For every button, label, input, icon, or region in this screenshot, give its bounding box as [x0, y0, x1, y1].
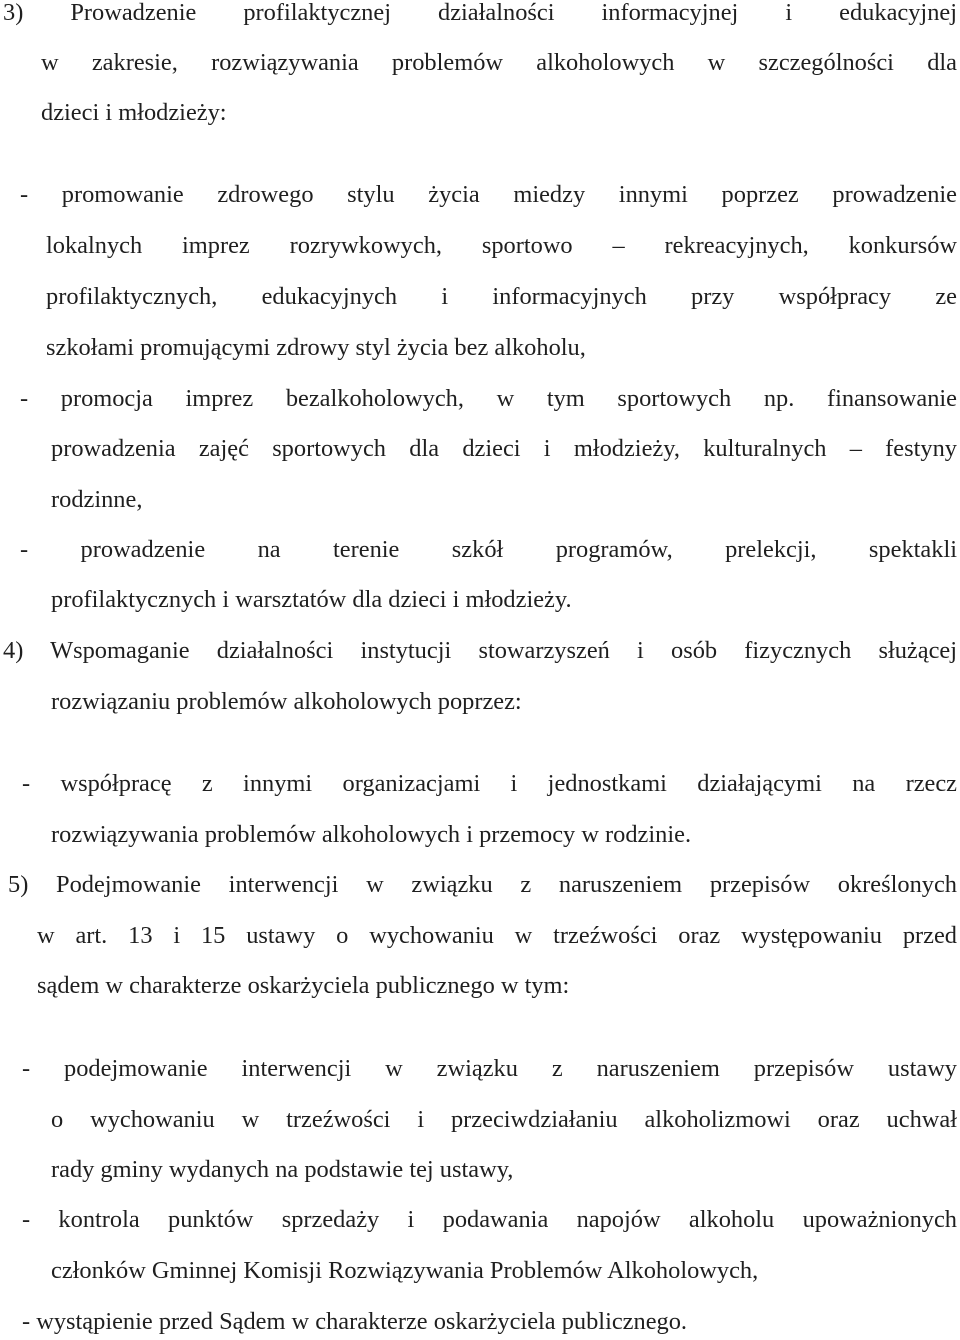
- list-item-line: prowadzenia zajęć sportowych dla dzieci i młodzieży, kulturalnych – festyny: [51, 435, 957, 462]
- section-heading-line: 5) Podejmowanie interwencji w związku z naruszeniem przepisów określonych: [8, 871, 957, 898]
- list-item-line: rozwiązywania problemów alkoholowych i przemocy w rodzinie.: [51, 821, 692, 848]
- list-item-line: rady gminy wydanych na podstawie tej ustawy,: [51, 1156, 514, 1183]
- list-item-line: - podejmowanie interwencji w związku z naruszeniem przepisów ustawy: [22, 1055, 957, 1082]
- section-heading-line: rozwiązaniu problemów alkoholowych poprzez:: [51, 688, 522, 715]
- list-item-line: rodzinne,: [51, 486, 143, 513]
- list-item-line: - promowanie zdrowego stylu życia miedzy innymi poprzez prowadzenie: [20, 181, 957, 208]
- section-heading-line: dzieci i młodzieży:: [41, 99, 227, 126]
- list-item-line: profilaktycznych, edukacyjnych i informacyjnych przy współpracy ze: [46, 283, 957, 310]
- list-item-line: profilaktycznych i warsztatów dla dzieci i młodzieży.: [51, 586, 572, 613]
- section-heading-line: 4) Wspomaganie działalności instytucji stowarzyszeń i osób fizycznych służącej: [3, 637, 957, 664]
- list-item-line: - promocja imprez bezalkoholowych, w tym sportowych np. finansowanie: [20, 385, 957, 412]
- list-item-line: o wychowaniu w trzeźwości i przeciwdziałaniu alkoholizmowi oraz uchwał: [51, 1106, 957, 1133]
- list-item-line: - prowadzenie na terenie szkół programów, prelekcji, spektakli: [20, 536, 957, 563]
- list-item-line: - współpracę z innymi organizacjami i jednostkami działającymi na rzecz: [22, 770, 957, 797]
- list-item-line: - wystąpienie przed Sądem w charakterze oskarżyciela publicznego.: [22, 1308, 688, 1335]
- list-item-line: lokalnych imprez rozrywkowych, sportowo – rekreacyjnych, konkursów: [46, 232, 957, 259]
- list-item-line: - kontrola punktów sprzedaży i podawania napojów alkoholu upoważnionych: [22, 1206, 957, 1233]
- list-item-line: członków Gminnej Komisji Rozwiązywania Problemów Alkoholowych,: [51, 1257, 759, 1284]
- list-item-line: szkołami promującymi zdrowy styl życia bez alkoholu,: [46, 334, 586, 361]
- section-heading-line: w zakresie, rozwiązywania problemów alkoholowych w szczególności dla: [41, 49, 957, 76]
- section-heading-line: 3) Prowadzenie profilaktycznej działalności informacyjnej i edukacyjnej: [3, 0, 957, 26]
- section-heading-line: sądem w charakterze oskarżyciela publicznego w tym:: [37, 972, 570, 999]
- section-heading-line: w art. 13 i 15 ustawy o wychowaniu w trzeźwości oraz występowaniu przed: [37, 922, 957, 949]
